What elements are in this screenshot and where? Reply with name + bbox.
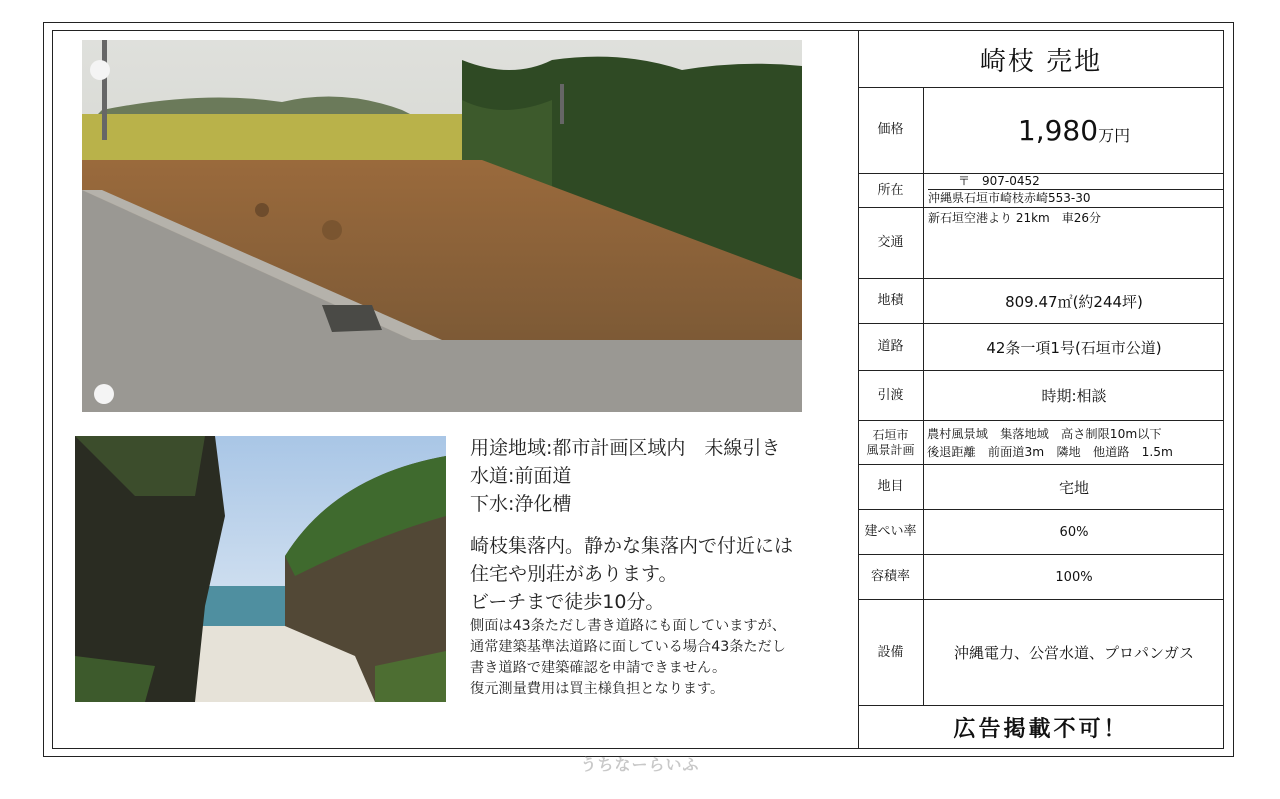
transport-value: 新石垣空港より 21km 車26分 <box>928 211 1101 225</box>
road-label: 道路 <box>858 324 924 370</box>
note-line-4: 復元測量費用は買主様負担となります。 <box>470 681 725 697</box>
coverage-label: 建ぺい率 <box>858 510 924 554</box>
location-label: 所在 <box>858 174 924 207</box>
facilities-label: 設備 <box>858 600 924 705</box>
address: 沖縄県石垣市崎枝赤崎553-30 <box>928 191 1091 205</box>
row-coverage <box>858 510 1224 555</box>
land-area-label: 地積 <box>858 279 924 323</box>
floor-ratio-label: 容積率 <box>858 555 924 599</box>
landscape-label-2: 風景計画 <box>866 442 915 457</box>
facilities-value: 沖縄電力、公営水道、プロパンガス <box>953 644 1194 662</box>
note-line-2: 通常建築基準法道路に面している場合43条ただし <box>470 639 786 655</box>
handover-label: 引渡 <box>858 371 924 420</box>
beach-photo <box>75 436 446 702</box>
transport-label: 交通 <box>858 208 924 278</box>
note-line-1: 側面は43条ただし書き道路にも面していますが、 <box>470 618 786 634</box>
row-facilities <box>858 600 1224 706</box>
row-floor-ratio <box>858 555 1224 600</box>
watermark-logo: うちなーらいふ <box>580 755 700 774</box>
para-line-3: ビーチまで徒歩10分。 <box>470 591 665 613</box>
road-value: 42条一項1号(石垣市公道) <box>986 338 1162 357</box>
row-land-category <box>858 465 1224 510</box>
landscape-label-1: 石垣市 <box>872 427 909 442</box>
property-title: 崎枝 売地 <box>858 31 1224 88</box>
land-category-label: 地目 <box>858 465 924 509</box>
price-amount: 1,980 <box>1017 113 1099 147</box>
para-line-2: 住宅や別荘があります。 <box>470 563 678 585</box>
row-location <box>858 174 1224 208</box>
row-landscape-plan <box>858 421 1224 465</box>
row-land-area <box>858 279 1224 324</box>
sewer-text: 下水:浄化槽 <box>470 493 572 515</box>
postal-code: 〒 907-0452 <box>928 174 1224 190</box>
landscape-line-1: 農村風景域 集落地域 高さ制限10m以下 <box>927 426 1162 441</box>
price-value <box>924 87 1224 173</box>
price-label: 価格 <box>858 87 924 173</box>
row-price <box>858 87 1224 174</box>
zoning-text: 用途地域:都市計画区域内 未線引き <box>470 437 781 459</box>
coverage-value: 60% <box>1059 524 1089 540</box>
floor-ratio-value: 100% <box>1055 569 1093 585</box>
handover-value: 時期:相談 <box>1041 387 1107 405</box>
row-road <box>858 324 1224 371</box>
no-advertising-notice: 広告掲載不可！ <box>953 717 1129 742</box>
land-category-value: 宅地 <box>1058 478 1089 497</box>
para-line-1: 崎枝集落内。静かな集落内で付近には <box>470 535 794 557</box>
landscape-line-2: 後退距離 前面道3m 隣地 他道路 1.5m <box>927 444 1173 459</box>
row-transport <box>858 208 1224 279</box>
land-photo <box>82 40 802 412</box>
property-description <box>470 434 854 700</box>
note-line-3: 書き道路で建築確認を申請できません。 <box>470 660 727 676</box>
land-area-value: 809.47㎡(約244坪) <box>1005 292 1143 311</box>
water-text: 水道:前面道 <box>470 465 572 487</box>
price-unit: 万円 <box>1098 125 1131 145</box>
row-handover <box>858 371 1224 421</box>
